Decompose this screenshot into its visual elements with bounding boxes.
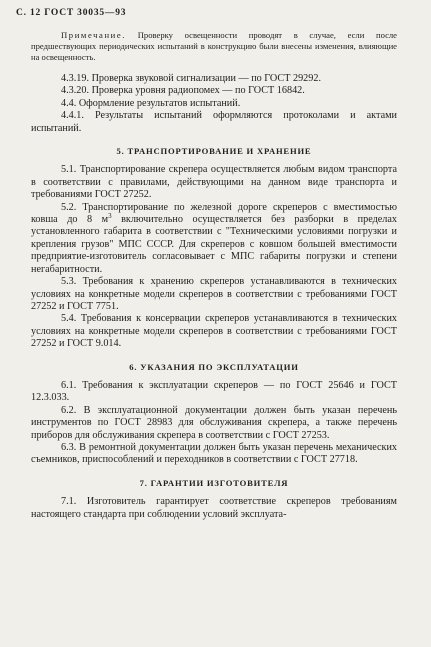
section-6-title: 6. УКАЗАНИЯ ПО ЭКСПЛУАТАЦИИ <box>129 361 299 372</box>
paragraph-6-2: 6.2. В эксплуатационной документации должен быть указан перечень инструментов по ГОСТ 28983 для обслуживания скрепера, а также перечень приборов для обслуживания скрепера в соответствии с ГОСТ 27253. <box>31 404 397 441</box>
section-7-title: 7. ГАРАНТИИ ИЗГОТОВИТЕЛЯ <box>139 477 289 488</box>
paragraph-4-3-19: 4.3.19. Проверка звуковой сигнализации — по ГОСТ 29292. <box>61 73 321 84</box>
paragraph-6-3: 6.3. В ремонтной документации должен быть указан перечень механических съемников, приспособлений и переходников в соответствии с ГОСТ 27718. <box>31 441 397 466</box>
paragraph-5-2-rest: включительно осуществляется без разборки в пределах установленного габарита в соответствии с "Техническими условиями погрузки и крепления грузов" МПС СССР. Для скреперов с ковшом большей вместимости предприятие-изготовитель согласовывает с МПС габариты погрузки и степени негабаритности. <box>31 214 397 275</box>
page-header: С. 12 ГОСТ 30035—93 <box>16 8 127 18</box>
paragraph-5-1: 5.1. Транспортирование скрепера осуществляется любым видом транспорта в соответствии с правилами, действующими на данном виде транспорта и требованиями ГОСТ 27252. <box>31 164 397 201</box>
superscript-3: 3 <box>108 212 112 221</box>
paragraph-4-3-20: 4.3.20. Проверка уровня радиопомех — по ГОСТ 16842. <box>61 85 305 97</box>
paragraph-5-2 <box>31 202 397 276</box>
paragraph-5-2-start: 5.2. Транспортирование по железной дороге скреперов с вместимостью ковша до 8 м <box>31 201 397 226</box>
paragraph-4-4: 4.4. Оформление результатов испытаний. <box>61 97 241 109</box>
note-label: Примечание. <box>61 30 127 40</box>
page-content <box>31 30 397 521</box>
section-5-title: 5. ТРАНСПОРТИРОВАНИЕ И ХРАНЕНИЕ <box>116 146 312 157</box>
note-paragraph <box>31 30 397 63</box>
paragraph-7-1: 7.1. Изготовитель гарантирует соответствие скреперов требованиям настоящего стандарта при соблюдении условий эксплуата- <box>31 496 397 520</box>
note-text: Проверку освещенности проводят в случае, если после предшествующих периодических испытаний в конструкцию были внесены изменения, влияющие на освещенность. <box>31 30 397 62</box>
paragraph-6-1: 6.1. Требования к эксплуатации скреперов — по ГОСТ 25646 и ГОСТ 12.3.033. <box>31 379 397 404</box>
paragraph-4-4-1: 4.4.1. Результаты испытаний оформляются протоколами и актами испытаний. <box>31 110 397 134</box>
paragraph-5-3: 5.3. Требования к хранению скреперов устанавливаются в технических условиях на конкретные модели скреперов в соответствии с требованиями ГОСТ 27252 и ГОСТ 7751. <box>31 276 397 312</box>
paragraph-5-4: 5.4. Требования к консервации скреперов устанавливаются в технических условиях на конкретные модели скреперов в соответствии с требованиями ГОСТ 27252 и ГОСТ 9.014. <box>31 313 397 350</box>
